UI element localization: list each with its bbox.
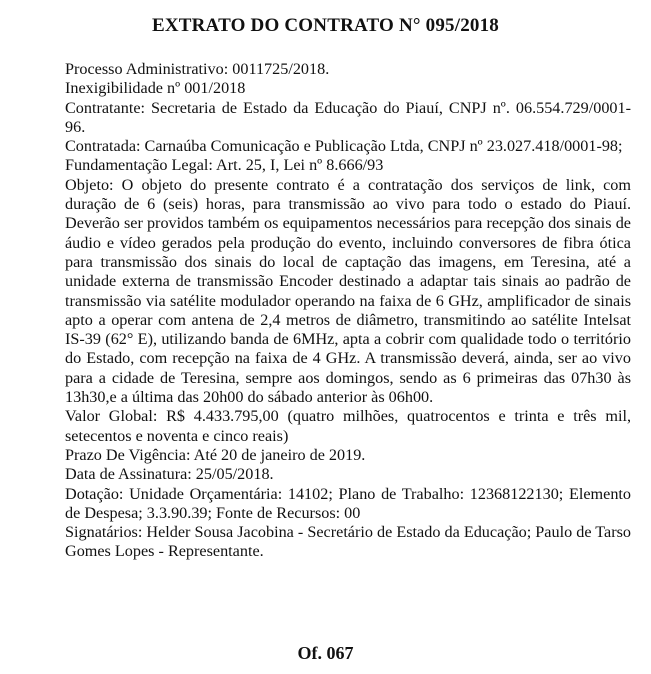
budget-allocation-line: Dotação: Unidade Orçamentária: 14102; Plano de Trabalho: 12368122130; Elemento de Despesa; 3.3.90.39; Fonte de Recursos: 00 bbox=[65, 484, 631, 522]
legal-basis-line: Fundamentação Legal: Art. 25, I, Lei nº 8.666/93 bbox=[65, 156, 384, 175]
signatories-line: Signatários: Helder Sousa Jacobina - Secretário de Estado da Educação; Paulo de Tarso Gomes Lopes - Representante. bbox=[65, 523, 631, 561]
office-number: Of. 067 bbox=[297, 643, 354, 663]
document-body bbox=[65, 60, 631, 562]
contracting-party-line: Contratante: Secretaria de Estado da Educação do Piauí, CNPJ nº. 06.554.729/0001-96. bbox=[65, 98, 631, 136]
inexigibility-line: Inexigibilidade nº 001/2018 bbox=[65, 79, 246, 98]
contracted-party-line: Contratada: Carnaúba Comunicação e Publicação Ltda, CNPJ nº 23.027.418/0001-98; bbox=[65, 137, 623, 156]
validity-term-line: Prazo De Vigência: Até 20 de janeiro de 2019. bbox=[65, 445, 366, 464]
document-title: EXTRATO DO CONTRATO N° 095/2018 bbox=[151, 15, 500, 36]
signature-date-line: Data de Assinatura: 25/05/2018. bbox=[65, 465, 274, 484]
object-paragraph: Objeto: O objeto do presente contrato é a contratação dos serviços de link, com duração de 6 (seis) horas, para transmissão ao vivo para todo o estado do Piauí. Deverão ser providos também os equipamentos necessários para recepção dos sinais de áudio e vídeo gerados pela produção do evento, incluindo conversores de fibra ótica para transmissão dos sinais do local de captação das imagens, em Teresina, até a unidade externa de transmissão Encoder destinado a adaptar tais sinais ao padrão de transmissão via satélite modulador operando na faixa de 6 GHz, amplificador de sinais apto a operar com antena de 2,4 metros de diâmetro, transmitindo ao satélite Intelsat IS-39 (62° E), utilizando banda de 6MHz, apta a cobrir com qualidade todo o território do Estado, com recepção na faixa de 4 GHz. A transmissão deverá, ainda, ser ao vivo para a cidade de Teresina, sempre aos domingos, sendo as 6 primeiras das 07h30 às 13h30,e a última das 20h00 do sábado anterior às 06h00. bbox=[65, 175, 631, 407]
global-value-line: Valor Global: R$ 4.433.795,00 (quatro milhões, quatrocentos e trinta e três mil, setecentos e noventa e cinco reais) bbox=[65, 407, 631, 445]
process-number-line: Processo Administrativo: 0011725/2018. bbox=[65, 60, 330, 78]
